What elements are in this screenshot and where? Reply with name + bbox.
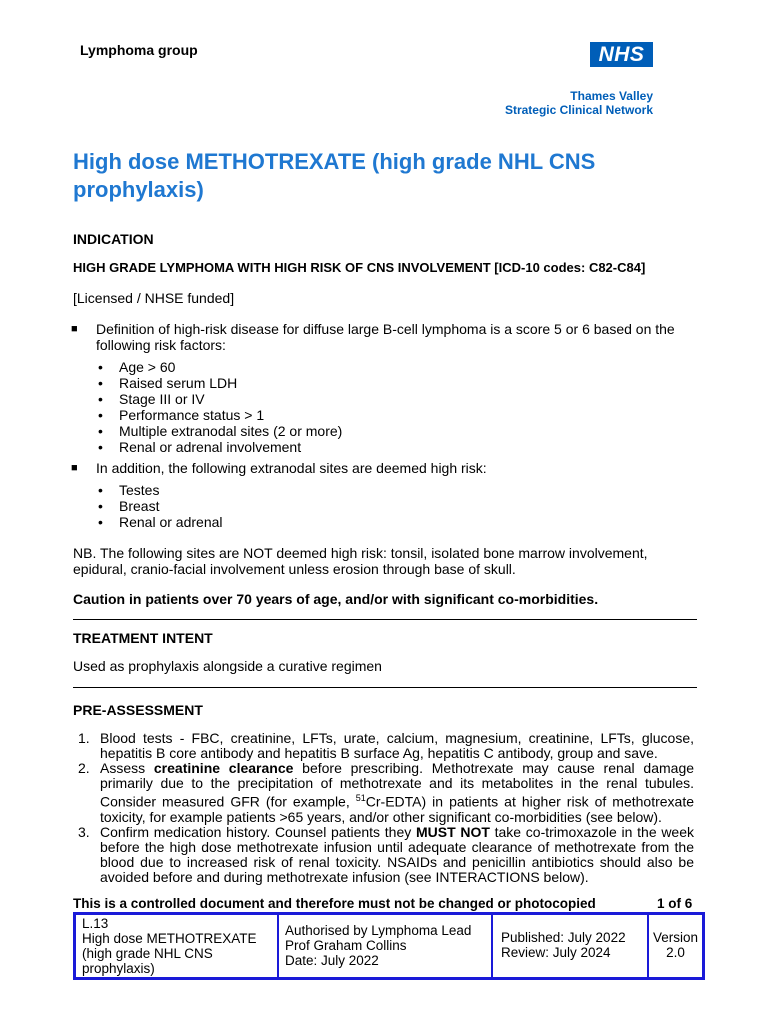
doc-code-cell: L.13 High dose METHOTREXATE (high grade NHL CNS prophylaxis)	[76, 915, 279, 977]
list-item: 1. Blood tests - FBC, creatinine, LFTs, urate, calcium, magnesium, creatinine, LFTs, glucose, hepatitis B core antibody and hepatitis B surface Ag, hepatitis C antibody, group and save.	[78, 730, 694, 761]
version-cell: Version 2.0	[652, 930, 699, 960]
high-risk-sites-intro	[71, 460, 696, 476]
list-item: 2. Assess creatinine clearance before prescribing. Methotrexate may cause renal damage primarily due to the precipitation of methotrexate and its metabolites in the renal tubules. Consider measured GFR (for example, $^{51}$Cr-EDTA) in patients at higher risk of methotrexate toxicity, for example patients >65 years, and/or other significant co-morbidities (see below).	[78, 760, 695, 825]
square-bullet-icon: ■	[71, 462, 78, 474]
funding-status: [Licensed / NHSE funded]	[73, 290, 235, 306]
nhs-logo: NHS	[590, 42, 653, 67]
indication-subheading: HIGH GRADE LYMPHOMA WITH HIGH RISK OF CNS INVOLVEMENT [ICD-10 codes: C82-C84]	[73, 260, 646, 275]
list-item: • Multiple extranodal sites (2 or more)	[98, 423, 343, 439]
list-item: • Performance status > 1	[98, 407, 265, 423]
document-control-table	[73, 912, 705, 980]
nb-note: NB. The following sites are NOT deemed high risk: tonsil, isolated bone marrow involvement, epidural, cranio-facial involvement unless erosion through base of skull.	[73, 545, 648, 577]
section-divider	[73, 687, 697, 688]
pre-assessment-heading: PRE-ASSESSMENT	[73, 702, 203, 718]
org-name-line2: Strategic Clinical Network	[504, 103, 653, 117]
list-item: • Raised serum LDH	[98, 375, 238, 391]
list-item: • Stage III or IV	[98, 391, 205, 407]
high-risk-sites-list	[98, 482, 223, 530]
list-item: • Breast	[98, 498, 160, 514]
publication-cell: Published: July 2022 Review: July 2024	[493, 915, 649, 977]
pre-assessment-list	[78, 730, 695, 885]
indication-heading: INDICATION	[73, 231, 154, 247]
treatment-intent-heading: TREATMENT INTENT	[73, 630, 213, 646]
square-bullet-icon: ■	[71, 323, 78, 335]
list-item: • Age > 60	[98, 359, 176, 375]
caution-note: Caution in patients over 70 years of age, and/or with significant co-morbidities.	[73, 591, 599, 607]
risk-definition	[71, 321, 696, 353]
risk-factor-list	[98, 359, 343, 455]
treatment-intent-text: Used as prophylaxis alongside a curative regimen	[73, 658, 382, 674]
org-name-line1: Thames Valley	[570, 89, 653, 103]
section-divider	[73, 619, 697, 620]
risk-definition-text: Definition of high-risk disease for diffuse large B-cell lymphoma is a score 5 or 6 based on the following risk factors:	[96, 321, 675, 353]
list-item: • Renal or adrenal involvement	[98, 439, 302, 455]
page-number: 1 of 6	[657, 896, 693, 911]
page-title: High dose METHOTREXATE (high grade NHL CNS prophylaxis)	[73, 149, 596, 202]
controlled-document-notice: This is a controlled document and therefore must not be changed or photocopied	[73, 896, 596, 911]
list-item: • Renal or adrenal	[98, 514, 223, 530]
list-item: • Testes	[98, 482, 160, 498]
group-name: Lymphoma group	[80, 42, 198, 58]
high-risk-sites-intro-text: In addition, the following extranodal sites are deemed high risk:	[96, 460, 487, 476]
list-item: 3. Confirm medication history. Counsel patients they MUST NOT take co-trimoxazole in the week before the high dose methotrexate infusion until adequate clearance of methotrexate from the blood due to increased risk of renal toxicity. NSAIDs and penicillin antibiotics should also be avoided before and during methotrexate infusion (see INTERACTIONS below).	[78, 823, 694, 885]
authorisation-cell: Authorised by Lymphoma Lead Prof Graham Collins Date: July 2022	[279, 915, 493, 977]
